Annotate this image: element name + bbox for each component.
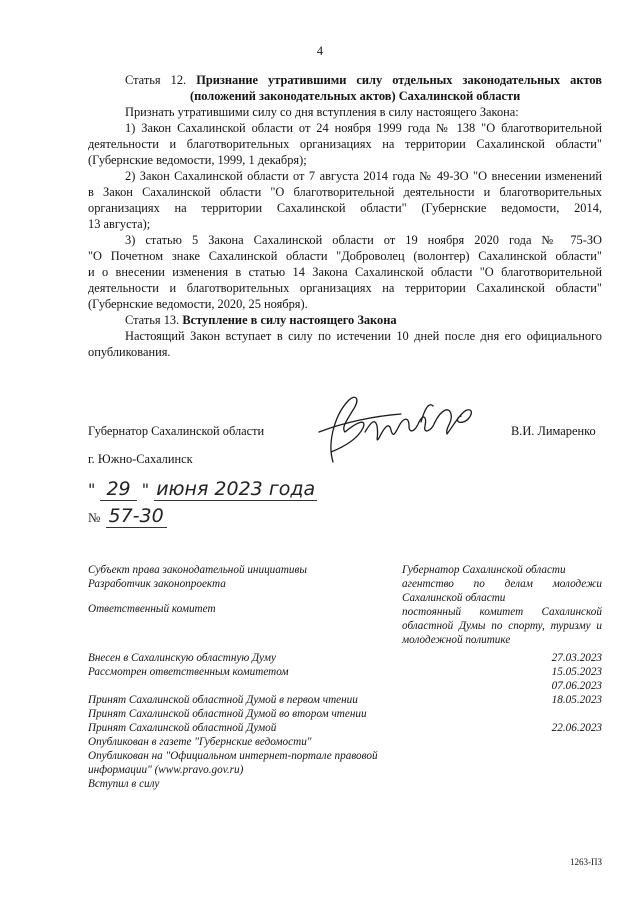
article12-title-2: (положений законодательных актов) Сахалинской области bbox=[190, 89, 521, 103]
committee-value-line2: областной Думы по спорту, туризму и bbox=[402, 620, 602, 632]
article12-heading-line1 bbox=[125, 73, 602, 89]
article13-text-line2: опубликования. bbox=[88, 345, 171, 359]
meta-row-label: Принят Сахалинской областной Думой bbox=[88, 722, 277, 734]
handwritten-signature bbox=[305, 392, 495, 467]
number-value: 57-30 bbox=[106, 505, 167, 528]
meta-row-value: 07.06.2023 bbox=[551, 680, 602, 692]
date-month-year: июня 2023 года bbox=[156, 478, 316, 500]
meta-row-label: Принят Сахалинской областной Думой во втором чтении bbox=[88, 708, 367, 720]
item2-line3: организациях на территории Сахалинской области" (Губернские ведомости, 2014, bbox=[88, 201, 602, 215]
subject-label: Субъект права законодательной инициативы bbox=[88, 564, 307, 576]
item3-line5: (Губернские ведомости, 2020, 25 ноября). bbox=[88, 297, 308, 311]
developer-label: Разработчик законопроекта bbox=[88, 578, 226, 590]
item1-line2: деятельности и благотворительных организациях на территории Сахалинской области" bbox=[88, 137, 602, 151]
number-sign: № bbox=[88, 510, 101, 525]
developer-value-line1: агентство по делам молодежи bbox=[402, 578, 602, 590]
item1-line3: (Губернские ведомости, 1999, 1 декабря); bbox=[88, 153, 307, 167]
meta-row-label: Внесен в Сахалинскую областную Думу bbox=[88, 652, 276, 664]
governor-title: Губернатор Сахалинской области bbox=[88, 424, 265, 438]
signing-date bbox=[88, 478, 317, 500]
item2-line2: в Закон Сахалинской области "О благотворительной деятельности и благотворительных bbox=[88, 185, 602, 199]
meta-row-label: Принят Сахалинской областной Думой в первом чтении bbox=[88, 694, 358, 706]
governor-name: В.И. Лимаренко bbox=[511, 424, 596, 438]
item3-line3: и о внесении изменения в статью 14 Закона Сахалинской области "О благотворительной bbox=[88, 265, 602, 279]
meta-row-value: 18.05.2023 bbox=[551, 694, 602, 706]
article13-text-line1: Настоящий Закон вступает в силу по истечении 10 дней после дня его официального bbox=[125, 329, 602, 343]
date-day: 29 bbox=[100, 478, 136, 501]
date-open-quote: " bbox=[88, 480, 96, 499]
published-portal-line1: Опубликован на "Официальном интернет-портале правовой bbox=[88, 750, 378, 762]
meta-row-value: 15.05.2023 bbox=[551, 666, 602, 678]
committee-value-line3: молодежной политике bbox=[402, 634, 511, 646]
developer-value-line2: Сахалинской области bbox=[402, 592, 506, 604]
article13-prefix: Статья 13. bbox=[125, 313, 180, 327]
date-close-quote: " bbox=[141, 480, 150, 499]
article12-prefix: Статья 12. bbox=[125, 73, 187, 87]
article12-intro: Признать утратившими силу со дня вступления в силу настоящего Закона: bbox=[125, 105, 519, 119]
article13-title: Вступление в силу настоящего Закона bbox=[182, 313, 397, 327]
meta-row-label: Рассмотрен ответственным комитетом bbox=[88, 666, 289, 678]
item3-line2: "О Почетном знаке Сахалинской области "Доброволец (волонтер) Сахалинской области" bbox=[88, 249, 602, 263]
item3-line1: 3) статью 5 Закона Сахалинской области от 19 ноября 2020 года № 75-ЗО bbox=[125, 233, 602, 247]
item3-line4: деятельности и благотворительных организациях на территории Сахалинской области" bbox=[88, 281, 602, 295]
law-number bbox=[88, 505, 167, 527]
article13-heading bbox=[125, 313, 397, 329]
meta-row-value: 27.03.2023 bbox=[551, 652, 602, 664]
article12-title-1: Признание утратившими силу отдельных законодательных актов bbox=[196, 73, 602, 87]
committee-label: Ответственный комитет bbox=[88, 603, 216, 615]
subject-value: Губернатор Сахалинской области bbox=[402, 564, 566, 576]
published-portal-line2: информации" (www.pravo.gov.ru) bbox=[88, 764, 244, 776]
item1-line1: 1) Закон Сахалинской области от 24 ноября 1999 года № 138 "О благотворительной bbox=[125, 121, 602, 135]
footer-code: 1263-ПЗ bbox=[569, 857, 602, 867]
article12-heading-line2 bbox=[190, 89, 520, 105]
item2-line4: 13 августа); bbox=[88, 217, 151, 231]
entered-force-label: Вступил в силу bbox=[88, 778, 160, 790]
meta-row-value: 22.06.2023 bbox=[551, 722, 602, 734]
page-number: 4 bbox=[316, 44, 324, 58]
city: г. Южно-Сахалинск bbox=[88, 452, 193, 466]
item2-line1: 2) Закон Сахалинской области от 7 августа 2014 года № 49-ЗО "О внесении изменений bbox=[125, 169, 602, 183]
committee-value-line1: постоянный комитет Сахалинской bbox=[402, 606, 602, 618]
meta-row-label: Опубликован в газете "Губернские ведомости" bbox=[88, 736, 312, 748]
